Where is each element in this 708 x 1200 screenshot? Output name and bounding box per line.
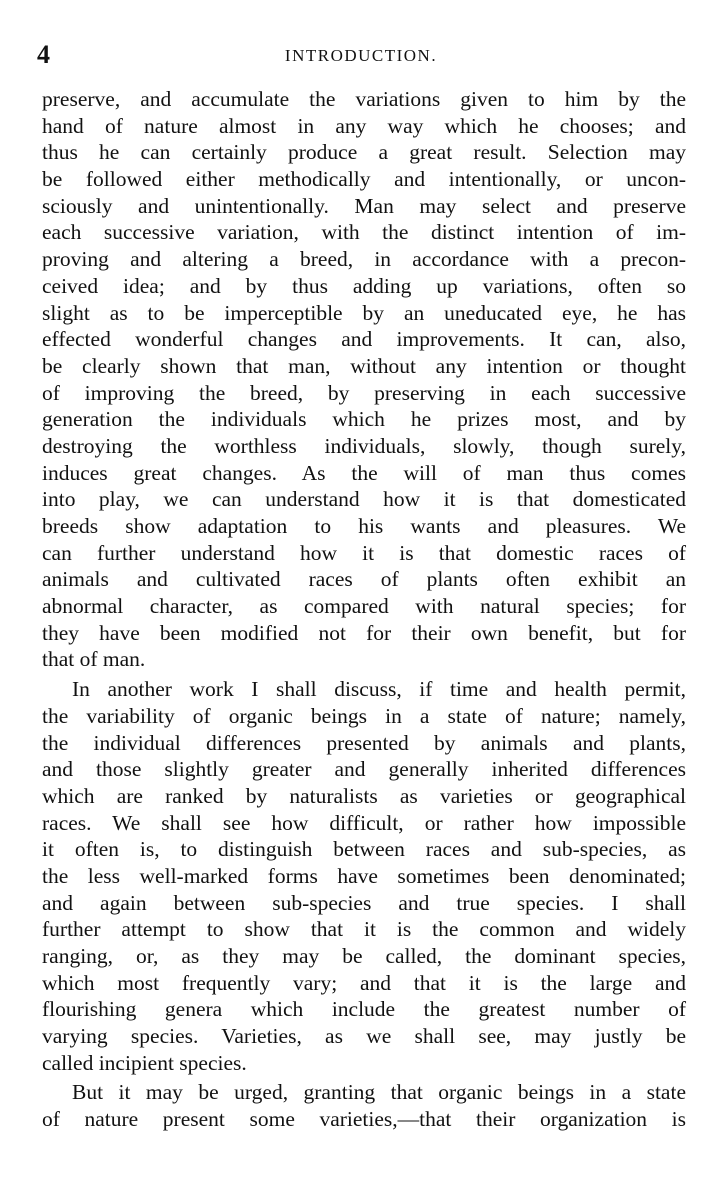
paragraph-3	[42, 1079, 686, 1132]
text-line: the individual differences presented by animals and plants,	[42, 730, 686, 755]
text-line: generation the individuals which he prizes most, and by	[42, 407, 686, 432]
text-line: they have been modified not for their own benefit, but for	[42, 620, 686, 645]
text-line: be clearly shown that man, without any intention or thought	[42, 353, 686, 378]
text-line: proving and altering a breed, in accordance with a precon-	[42, 247, 686, 272]
text-line: slight as to be imperceptible by an uneducated eye, he has	[42, 300, 686, 325]
text-line: In another work I shall discuss, if time and health permit,	[72, 677, 686, 702]
text-line: which most frequently vary; and that it is the large and	[42, 970, 686, 995]
text-line: hand of nature almost in any way which he chooses; and	[42, 113, 686, 138]
text-line: induces great changes. As the will of man thus comes	[42, 460, 686, 485]
text-line: each successive variation, with the distinct intention of im-	[42, 220, 686, 245]
text-line: of nature present some varieties,—that their organization is	[42, 1107, 686, 1132]
text-line: be followed either methodically and intentionally, or uncon-	[42, 167, 686, 192]
text-line: called incipient species.	[42, 1050, 247, 1075]
text-line: can further understand how it is that domestic races of	[42, 540, 686, 565]
text-line: races. We shall see how difficult, or rather how impossible	[42, 810, 686, 835]
text-line: preserve, and accumulate the variations given to him by the	[42, 87, 686, 111]
text-line: and those slightly greater and generally inherited differences	[42, 757, 686, 782]
paragraph-1	[42, 86, 686, 673]
text-line: flourishing genera which include the greatest number of	[42, 997, 686, 1022]
text-line: the variability of organic beings in a state of nature; namely,	[42, 703, 686, 728]
text-line: destroying the worthless individuals, slowly, though surely,	[42, 433, 686, 458]
text-line: varying species. Varieties, as we shall see, may justly be	[42, 1024, 686, 1049]
text-line: further attempt to show that it is the common and widely	[42, 917, 686, 942]
body-text	[42, 86, 686, 1133]
text-line: and again between sub-species and true species. I shall	[42, 890, 686, 915]
text-line: into play, we can understand how it is that domesticated	[42, 487, 686, 512]
text-line: the less well-marked forms have sometimes been denominated;	[42, 863, 686, 888]
text-line: of improving the breed, by preserving in each successive	[42, 380, 686, 405]
running-title: INTRODUCTION.	[284, 46, 438, 65]
text-line: which are ranked by naturalists as varieties or geographical	[42, 783, 686, 808]
paragraph-2	[42, 676, 686, 1076]
running-head	[37, 40, 685, 70]
text-line: breeds show adaptation to his wants and pleasures. We	[42, 514, 686, 538]
text-line: abnormal character, as compared with natural species; for	[42, 594, 686, 619]
text-line: ceived idea; and by thus adding up variations, often so	[42, 273, 686, 298]
text-line: thus he can certainly produce a great result. Selection may	[42, 140, 686, 165]
text-line: But it may be urged, granting that organic beings in a state	[72, 1080, 686, 1105]
text-line: ranging, or, as they may be called, the dominant species,	[42, 944, 686, 968]
text-line: it often is, to distinguish between races and sub-species, as	[42, 837, 686, 862]
text-line: animals and cultivated races of plants often exhibit an	[42, 567, 686, 592]
text-line: that of man.	[42, 647, 146, 672]
page-number: 4	[37, 40, 50, 69]
text-line: sciously and unintentionally. Man may select and preserve	[42, 193, 686, 218]
text-line: effected wonderful changes and improvements. It can, also,	[42, 327, 686, 352]
